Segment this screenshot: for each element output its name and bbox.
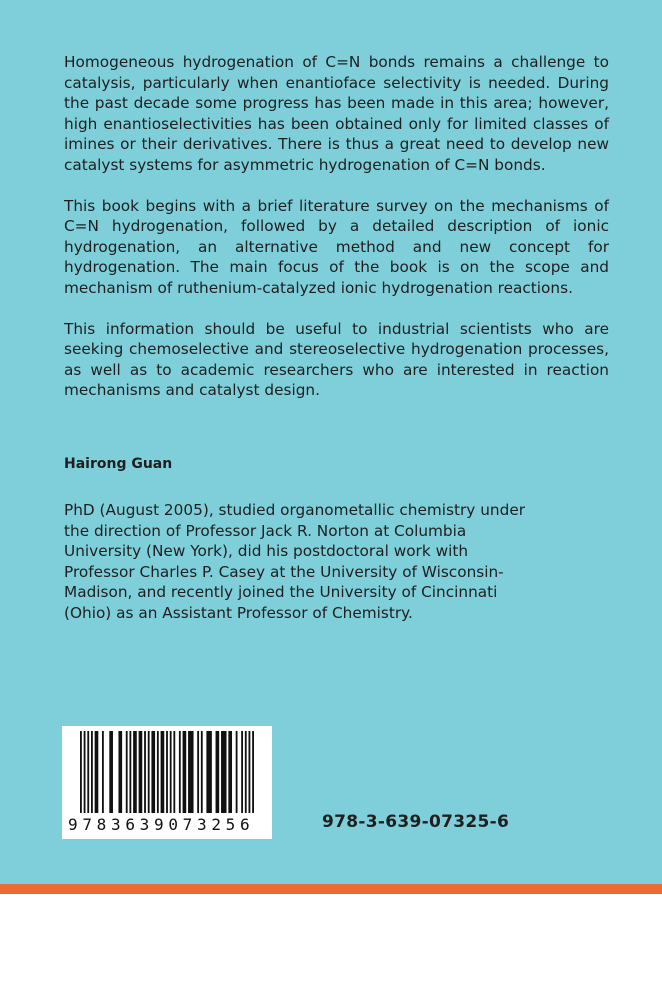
barcode-bar [179, 731, 181, 813]
isbn-number: 978-3-639-07325-6 [322, 812, 510, 832]
barcode-bar [173, 731, 175, 813]
barcode-bar [102, 731, 104, 813]
barcode-bar [157, 731, 159, 813]
barcode-bar [241, 731, 243, 813]
barcode-bar [91, 731, 93, 813]
barcode-bar [109, 731, 113, 813]
book-abstract [64, 52, 609, 401]
barcode-bar [95, 731, 99, 813]
barcode-digits: 9783639073256 [68, 815, 255, 834]
barcode-bar [206, 731, 211, 813]
author-name: Hairong Guan [64, 456, 173, 472]
barcode-bar [129, 731, 131, 813]
barcode-bar [170, 731, 172, 813]
accent-stripe [0, 884, 662, 894]
barcode-bar [188, 731, 193, 813]
barcode-bar [216, 731, 220, 813]
barcode-bar [166, 731, 168, 813]
barcode-bar [236, 731, 238, 813]
barcode-bar [221, 731, 226, 813]
barcode-bar [151, 731, 155, 813]
barcode-bar [118, 731, 122, 813]
abstract-paragraph: This book begins with a brief literature survey on the mechanisms of C=N hydrogenation, followed by a detailed description of ionic hydrogenation, an alternative method and new concept for hydrogenation. The main focus of the book is on the scope and mechanism of ruthenium-catalyzed ionic hydrogenation reactions. [64, 196, 609, 297]
barcode-bar [80, 731, 82, 813]
barcode [62, 726, 272, 839]
barcode-bar [201, 731, 203, 813]
barcode-bar [197, 731, 199, 813]
barcode-bar [84, 731, 86, 813]
author-bio-text: PhD (August 2005), studied organometallic chemistry under the direction of Professor Jack R. Norton at Columbia University (New York), did his postdoctoral work with Professor Charles P. Casey at the University of Wisconsin-Madison, and recently joined the University of Cincinnati (Ohio) as an Assistant Professor of Chemistry. [64, 501, 526, 622]
barcode-bars [80, 731, 254, 813]
barcode-bar [245, 731, 247, 813]
abstract-paragraph: This information should be useful to industrial scientists who are seeking chemoselective and stereoselective hydrogenation processes, as well as to academic researchers who are interested in reaction mechanisms and catalyst design. [64, 319, 609, 400]
barcode-bar [126, 731, 128, 813]
barcode-bar [148, 731, 150, 813]
barcode-bar [139, 731, 143, 813]
barcode-bar [183, 731, 187, 813]
author-bio [64, 500, 534, 624]
barcode-bar [144, 731, 146, 813]
abstract-paragraph: Homogeneous hydrogenation of C=N bonds remains a challenge to catalysis, particularly when enantioface selectivity is needed. During the past decade some progress has been made in this area; however, high enantioselectivities has been obtained only for limited classes of imines or their derivatives. There is thus a great need to develop new catalyst systems for asymmetric hydrogenation of C=N bonds. [64, 53, 609, 174]
barcode-bar [133, 731, 137, 813]
barcode-bar [252, 731, 254, 813]
barcode-bar [249, 731, 251, 813]
barcode-bar [161, 731, 165, 813]
barcode-bar [87, 731, 89, 813]
barcode-bar [228, 731, 232, 813]
